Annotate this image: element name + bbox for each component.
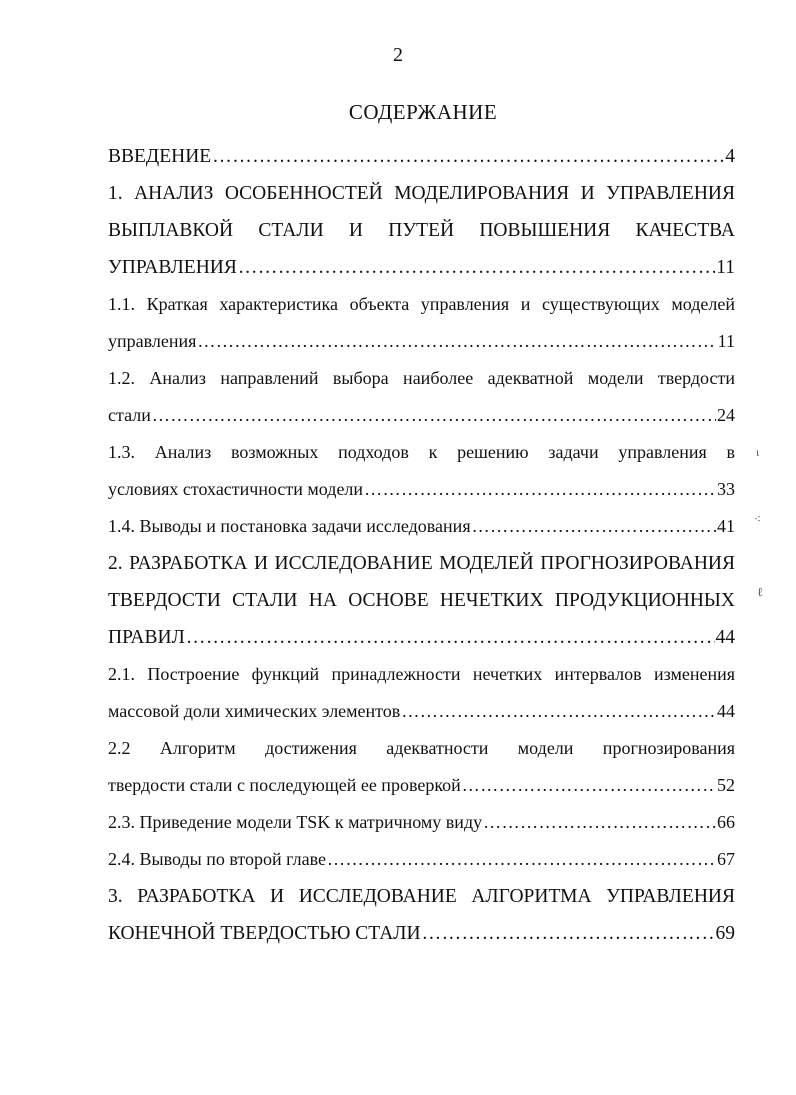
toc-entry[interactable]: [108, 508, 735, 545]
dot-leader: [152, 397, 716, 434]
toc-entry-title: 2.4. Выводы по второй главе: [108, 849, 326, 869]
dot-leader: [327, 841, 716, 878]
toc-entry-last-line: [108, 767, 735, 804]
dot-leader: [422, 915, 715, 952]
toc-page-number: 33: [717, 479, 735, 499]
toc-entry-last-line: [108, 471, 735, 508]
toc-entry-last-line: [108, 249, 735, 286]
toc-entry[interactable]: [108, 360, 735, 434]
dot-leader: [212, 138, 724, 175]
table-of-contents: [108, 138, 735, 952]
toc-page-number: 24: [717, 405, 735, 425]
toc-entry-last-line: [108, 138, 735, 175]
toc-entry[interactable]: [108, 138, 735, 175]
toc-entry-line: 1.2. Анализ направлений выбора наиболее адекватной модели твердости: [108, 368, 735, 388]
toc-page-number: 44: [715, 627, 735, 648]
toc-entry-title: стали: [108, 405, 151, 425]
toc-entry-line: 1.3. Анализ возможных подходов к решению задачи управления в: [108, 442, 735, 462]
toc-entry-last-line: [108, 804, 735, 841]
toc-entry-title: 1.4. Выводы и постановка задачи исследования: [108, 516, 471, 536]
toc-page-number: 4: [725, 146, 735, 167]
toc-page-number: 52: [717, 775, 735, 795]
dot-leader: [472, 508, 716, 545]
toc-page-number: 44: [717, 701, 735, 721]
toc-entry-last-line: [108, 323, 735, 360]
toc-entry[interactable]: [108, 175, 735, 286]
toc-entry-line: ВЫПЛАВКОЙ СТАЛИ И ПУТЕЙ ПОВЫШЕНИЯ КАЧЕСТВА: [108, 220, 735, 241]
toc-entry-title: 2.3. Приведение модели TSK к матричному виду: [108, 812, 483, 832]
toc-entry-line: 1. АНАЛИЗ ОСОБЕННОСТЕЙ МОДЕЛИРОВАНИЯ И УПРАВЛЕНИЯ: [108, 183, 735, 204]
toc-entry[interactable]: [108, 545, 735, 656]
toc-entry-line: 2.1. Построение функций принадлежности нечетких интервалов изменения: [108, 664, 735, 684]
toc-entry-line: 1.1. Краткая характеристика объекта управления и существующих моделей: [108, 294, 735, 314]
toc-entry-title: ВВЕДЕНИЕ: [108, 146, 212, 167]
toc-entry-title: КОНЕЧНОЙ ТВЕРДОСТЬЮ СТАЛИ: [108, 923, 421, 944]
toc-page-number: 66: [717, 812, 735, 832]
toc-entry-title: управления: [108, 331, 197, 351]
dot-leader: [401, 693, 716, 730]
toc-entry-last-line: [108, 397, 735, 434]
toc-entry-line: 3. РАЗРАБОТКА И ИССЛЕДОВАНИЕ АЛГОРИТМА УПРАВЛЕНИЯ: [108, 886, 735, 907]
toc-title: СОДЕРЖАНИЕ: [348, 100, 498, 124]
toc-entry-title: ПРАВИЛ: [108, 627, 185, 648]
toc-entry-line: 2.2 Алгоритм достижения адекватности модели прогнозирования: [108, 738, 735, 758]
page-number: 2: [393, 44, 403, 66]
toc-entry-title: условиях стохастичности модели: [108, 479, 364, 499]
toc-entry-title: УПРАВЛЕНИЯ: [108, 257, 237, 278]
toc-page-number: 11: [717, 331, 735, 351]
scan-artifact: ℓ: [757, 585, 763, 599]
toc-page-number: 41: [717, 516, 735, 536]
toc-entry-last-line: [108, 619, 735, 656]
dot-leader: [462, 767, 716, 804]
toc-entry[interactable]: [108, 730, 735, 804]
scan-artifact: ⁖: [754, 512, 762, 526]
toc-entry[interactable]: [108, 434, 735, 508]
toc-entry-line: 2. РАЗРАБОТКА И ИССЛЕДОВАНИЕ МОДЕЛЕЙ ПРОГНОЗИРОВАНИЯ: [108, 553, 735, 574]
toc-entry-last-line: [108, 508, 735, 545]
toc-page-number: 11: [716, 257, 735, 278]
toc-entry-last-line: [108, 841, 735, 878]
toc-entry-title: твердости стали с последующей ее проверкой: [108, 775, 461, 795]
toc-entry-line: ТВЕРДОСТИ СТАЛИ НА ОСНОВЕ НЕЧЕТКИХ ПРОДУКЦИОННЫХ: [108, 590, 735, 611]
dot-leader: [238, 249, 715, 286]
toc-entry-last-line: [108, 915, 735, 952]
toc-entry[interactable]: [108, 286, 735, 360]
toc-page-number: 69: [715, 923, 735, 944]
toc-entry-title: массовой доли химических элементов: [108, 701, 401, 721]
toc-entry-last-line: [108, 693, 735, 730]
toc-entry[interactable]: [108, 841, 735, 878]
dot-leader: [197, 323, 716, 360]
dot-leader: [364, 471, 716, 508]
toc-page-number: 67: [717, 849, 735, 869]
toc-entry[interactable]: [108, 878, 735, 952]
toc-entry[interactable]: [108, 804, 735, 841]
dot-leader: [483, 804, 716, 841]
dot-leader: [186, 619, 715, 656]
toc-entry[interactable]: [108, 656, 735, 730]
scan-artifact: ι: [756, 445, 760, 459]
